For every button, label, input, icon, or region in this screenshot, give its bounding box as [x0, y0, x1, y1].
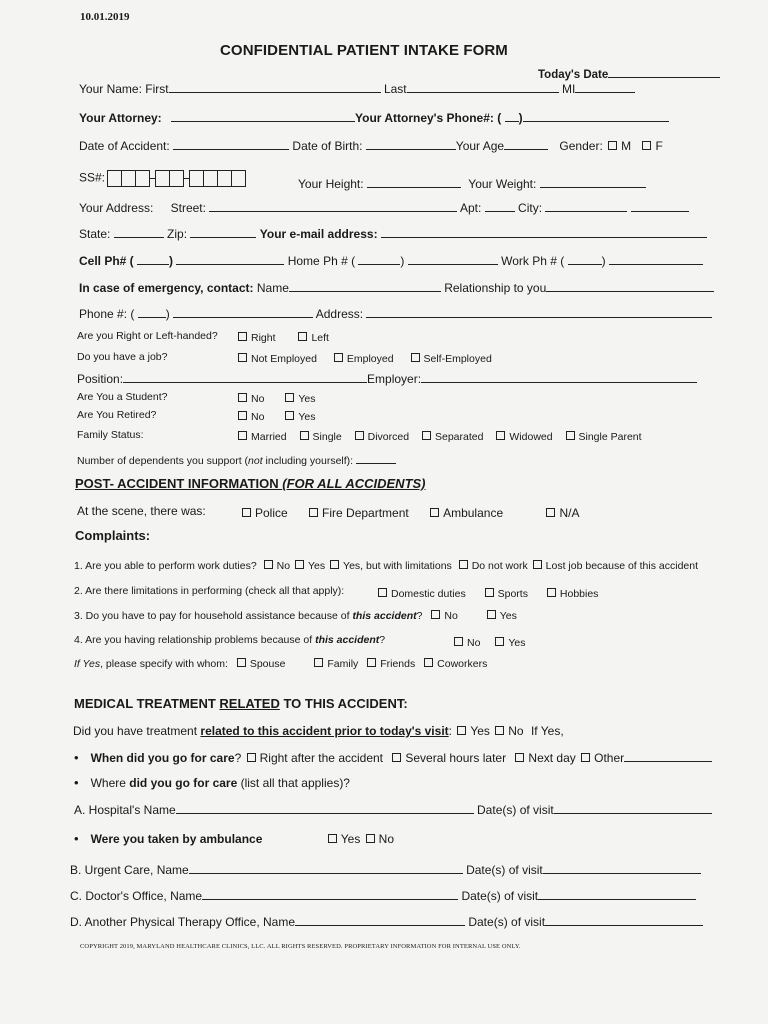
q3-emphasis: this accident — [352, 610, 417, 622]
gender-label: Gender: — [559, 139, 603, 153]
student-question: Are You a Student? — [77, 391, 168, 403]
prior-yes-label: Yes — [470, 724, 490, 738]
student-options — [236, 392, 316, 406]
q1-lost-label: Lost job because of this accident — [545, 560, 699, 572]
fire-dept-checkbox[interactable] — [309, 508, 318, 517]
gender-m-checkbox[interactable] — [608, 141, 617, 150]
cell-close: ) — [169, 254, 174, 268]
prior-colon: : — [448, 724, 452, 738]
ambulance-label: Ambulance — [443, 506, 504, 520]
q1-no-label: No — [276, 560, 291, 572]
medical-heading-a: MEDICAL TREATMENT — [74, 696, 220, 711]
work-field[interactable] — [609, 253, 703, 265]
sports-checkbox[interactable] — [485, 588, 494, 597]
where-row — [74, 776, 350, 790]
ss-boxes[interactable] — [108, 171, 246, 185]
coworkers-label: Coworkers — [437, 658, 488, 670]
self-employed-checkbox[interactable] — [411, 353, 420, 362]
single-parent-checkbox[interactable] — [566, 431, 575, 440]
left-handed-checkbox[interactable] — [298, 332, 307, 341]
attorney-phone-field[interactable] — [523, 110, 669, 122]
form-title: CONFIDENTIAL PATIENT INTAKE FORM — [220, 42, 508, 59]
home-close: ) — [400, 254, 405, 268]
other-label: Other — [594, 751, 625, 765]
emergency-area-field[interactable] — [138, 306, 166, 318]
age-label: Your Age — [455, 139, 505, 153]
dependents-label-end: including yourself): — [262, 455, 354, 467]
q1-notwork-label: Do not work — [471, 560, 528, 572]
doctor-dates-label: Date(s) of visit — [461, 889, 539, 903]
job-question: Do you have a job? — [77, 351, 168, 363]
where-b: did you go for care — [129, 776, 238, 790]
doctor-label: C. Doctor's Office, Name — [70, 889, 203, 903]
emergency-phone-row — [79, 306, 712, 321]
divorced-checkbox[interactable] — [355, 431, 364, 440]
accident-date-label: Date of Accident: — [79, 139, 170, 153]
other-field[interactable] — [624, 750, 712, 762]
apt-field[interactable] — [485, 200, 515, 212]
q1-limit-checkbox[interactable] — [330, 560, 339, 569]
doctor-row — [70, 888, 696, 903]
attorney-label: Your Attorney: — [79, 111, 162, 125]
na-checkbox[interactable] — [546, 508, 555, 517]
family-label: Family — [327, 658, 359, 670]
ambulance-question: Were you taken by ambulance — [90, 832, 263, 846]
q4-options — [452, 636, 526, 650]
copyright: COPYRIGHT 2019, MARYLAND HEALTHCARE CLINICS, LLC. ALL RIGHTS RESERVED. PROPRIETARY INFORMATION FOR INTERNAL USE ONLY. — [80, 943, 521, 950]
zip-field[interactable] — [190, 226, 256, 238]
hospital-row — [74, 802, 712, 817]
urgent-field[interactable] — [189, 862, 463, 874]
bullet-icon: • — [74, 831, 79, 846]
attorney-phone-label: Your Attorney's Phone#: ( — [355, 111, 502, 125]
right-handed-checkbox[interactable] — [238, 332, 247, 341]
last-name-field[interactable] — [407, 81, 559, 93]
q4-end: ? — [379, 634, 386, 646]
prior-yes-checkbox[interactable] — [457, 726, 466, 735]
q1-notwork-checkbox[interactable] — [459, 560, 468, 569]
right-handed-label: Right — [251, 332, 276, 344]
separated-label: Separated — [435, 431, 484, 443]
name-row — [79, 81, 635, 96]
q4-no-checkbox[interactable] — [454, 637, 463, 646]
employed-checkbox[interactable] — [334, 353, 343, 362]
medical-heading-related: RELATED — [219, 696, 280, 711]
urgent-row — [70, 862, 701, 877]
single-label: Single — [312, 431, 342, 443]
mi-field[interactable] — [575, 81, 635, 93]
job-options — [236, 352, 492, 366]
student-yes-label: Yes — [298, 393, 316, 405]
several-hours-checkbox[interactable] — [392, 753, 401, 762]
student-no-checkbox[interactable] — [238, 393, 247, 402]
emergency-phone-field[interactable] — [173, 306, 313, 318]
prior-text: Did you have treatment — [73, 724, 201, 738]
cell-area-field[interactable] — [137, 253, 169, 265]
q3-no-checkbox[interactable] — [431, 610, 440, 619]
email-label: Your e-mail address: — [259, 227, 378, 241]
height-weight-row — [298, 176, 646, 191]
q4-text: 4. Are you having relationship problems because of — [74, 634, 316, 646]
emergency-row — [79, 280, 714, 295]
separated-checkbox[interactable] — [422, 431, 431, 440]
bullet-icon: • — [74, 775, 79, 790]
divorced-label: Divorced — [367, 431, 410, 443]
retired-yes-label: Yes — [298, 411, 316, 423]
urgent-label: B. Urgent Care, Name — [70, 863, 189, 877]
student-yes-checkbox[interactable] — [285, 393, 294, 402]
home-area-field[interactable] — [358, 253, 400, 265]
employer-label: Employer: — [367, 372, 422, 386]
friends-label: Friends — [380, 658, 416, 670]
street-label: Street: — [170, 201, 206, 215]
several-hours-label: Several hours later — [405, 751, 507, 765]
gender-f-checkbox[interactable] — [642, 141, 651, 150]
attorney-area-code-field[interactable] — [505, 110, 519, 122]
home-field[interactable] — [408, 253, 498, 265]
work-close: ) — [601, 254, 606, 268]
na-label: N/A — [559, 506, 580, 520]
form-date: 10.01.2019 — [80, 11, 130, 23]
todays-date-row — [538, 66, 720, 82]
q4-yes-checkbox[interactable] — [495, 637, 504, 646]
ambulance-yes-checkbox[interactable] — [328, 834, 337, 843]
retired-options — [236, 410, 316, 424]
zip-label: Zip: — [167, 227, 188, 241]
not-employed-checkbox[interactable] — [238, 353, 247, 362]
q3-row — [74, 609, 517, 623]
relationship-field[interactable] — [546, 280, 714, 292]
emergency-address-field[interactable] — [366, 306, 712, 318]
hospital-label: A. Hospital's Name — [74, 803, 176, 817]
bullet-icon: • — [74, 750, 79, 765]
student-no-label: No — [251, 393, 265, 405]
emergency-name-field[interactable] — [289, 280, 441, 292]
retired-question: Are You Retired? — [77, 409, 157, 421]
emergency-label: In case of emergency, contact: — [79, 281, 254, 295]
pt-dates-label: Date(s) of visit — [468, 915, 546, 929]
post-accident-heading-text: POST- ACCIDENT INFORMATION — [75, 476, 283, 491]
relationship-label: Relationship to you — [444, 281, 547, 295]
next-day-checkbox[interactable] — [515, 753, 524, 762]
specify-if-yes: If Yes — [74, 658, 101, 670]
sports-label: Sports — [497, 588, 528, 600]
q3-end: ? — [416, 610, 423, 622]
gender-f-label: F — [655, 139, 663, 153]
position-row — [77, 371, 697, 386]
q2-options — [376, 587, 598, 601]
position-label: Position: — [77, 372, 124, 386]
hobbies-checkbox[interactable] — [547, 588, 556, 597]
ambulance-yes-label: Yes — [340, 832, 361, 846]
prior-no-label: No — [508, 724, 524, 738]
doctor-field[interactable] — [202, 888, 458, 900]
q3-no-label: No — [444, 610, 458, 622]
medical-heading — [74, 697, 408, 711]
emergency-address-label: Address: — [315, 307, 364, 321]
family-checkbox[interactable] — [314, 658, 323, 667]
first-name-label: Your Name: First — [79, 82, 169, 96]
scene-label: At the scene, there was: — [77, 504, 206, 518]
q1-yes-label: Yes — [307, 560, 326, 572]
address-label: Your Address: — [79, 201, 154, 215]
urgent-dates-label: Date(s) of visit — [466, 863, 543, 877]
widowed-label: Widowed — [509, 431, 553, 443]
q1-no-checkbox[interactable] — [264, 560, 273, 569]
family-status-options — [236, 430, 642, 444]
complaints-heading: Complaints: — [75, 528, 151, 543]
where-c: (list all that applies)? — [237, 776, 350, 790]
dob-field[interactable] — [366, 138, 456, 150]
q4-row — [74, 633, 385, 647]
city-field-2[interactable] — [631, 200, 689, 212]
coworkers-checkbox[interactable] — [424, 658, 433, 667]
q4-no-label: No — [467, 637, 481, 649]
state-field[interactable] — [114, 226, 164, 238]
weight-label: Your Weight: — [468, 177, 537, 191]
prior-no-checkbox[interactable] — [495, 726, 504, 735]
work-label: Work Ph # ( — [501, 254, 565, 268]
state-row — [79, 226, 707, 241]
accident-date-field[interactable] — [173, 138, 289, 150]
pt-field[interactable] — [295, 914, 465, 926]
single-checkbox[interactable] — [300, 431, 309, 440]
cell-field[interactable] — [176, 253, 284, 265]
spouse-label: Spouse — [249, 658, 286, 670]
gender-m-label: M — [621, 139, 632, 153]
retired-no-label: No — [251, 411, 265, 423]
widowed-checkbox[interactable] — [496, 431, 505, 440]
prior-if-yes: If Yes, — [530, 724, 564, 738]
position-field[interactable] — [123, 371, 367, 383]
handed-question: Are you Right or Left-handed? — [77, 330, 218, 342]
dependents-label: Number of dependents you support ( — [77, 455, 249, 467]
employer-field[interactable] — [421, 371, 697, 383]
city-field[interactable] — [545, 200, 627, 212]
q1-text: 1. Are you able to perform work duties? — [74, 560, 257, 572]
domestic-checkbox[interactable] — [378, 588, 387, 597]
family-status-label: Family Status: — [77, 429, 144, 441]
q3-yes-checkbox[interactable] — [487, 610, 496, 619]
fire-dept-label: Fire Department — [322, 506, 409, 520]
ss-row — [79, 170, 246, 187]
hospital-field[interactable] — [176, 802, 474, 814]
urgent-dates-field[interactable] — [543, 862, 701, 874]
when-q: ? — [234, 751, 242, 765]
dependents-not: not — [248, 455, 263, 467]
cell-label: Cell Ph# ( — [79, 254, 134, 268]
medical-heading-c: TO THIS ACCIDENT: — [279, 696, 408, 711]
ss-label: SS#: — [79, 170, 106, 185]
dates-row — [79, 138, 663, 153]
pt-dates-field[interactable] — [545, 914, 703, 926]
dependents-row — [77, 452, 396, 468]
q1-limit-label: Yes, but with limitations — [343, 560, 452, 572]
when-label: When did you go for care — [90, 751, 235, 765]
married-label: Married — [251, 431, 287, 443]
q1-lost-checkbox[interactable] — [533, 560, 542, 569]
ambulance-checkbox[interactable] — [430, 508, 439, 517]
q4-yes-label: Yes — [508, 637, 526, 649]
height-field[interactable] — [367, 176, 461, 188]
work-area-field[interactable] — [568, 253, 602, 265]
attorney-field[interactable] — [171, 110, 355, 122]
right-after-label: Right after the accident — [259, 751, 384, 765]
ambulance-row — [74, 832, 394, 846]
attorney-row — [79, 110, 669, 125]
pt-row — [70, 914, 703, 929]
left-handed-label: Left — [311, 332, 329, 344]
attorney-phone-close: ) — [518, 111, 523, 125]
prior-emphasis: related to this accident prior to today's visit — [200, 724, 449, 738]
hospital-dates-label: Date(s) of visit — [477, 803, 554, 817]
last-name-label: Last — [383, 82, 407, 96]
mi-label: MI — [561, 82, 576, 96]
friends-checkbox[interactable] — [367, 658, 376, 667]
specify-text: , please specify with whom: — [100, 658, 228, 670]
q3-text: 3. Do you have to pay for household assistance because of — [74, 610, 353, 622]
married-checkbox[interactable] — [238, 431, 247, 440]
q3-yes-label: Yes — [499, 610, 517, 622]
city-label: City: — [518, 201, 543, 215]
post-accident-heading-italic: (FOR ALL ACCIDENTS) — [282, 476, 426, 491]
phones-row — [79, 253, 703, 268]
email-field[interactable] — [381, 226, 707, 238]
todays-date-label: Today's Date — [538, 69, 609, 81]
first-name-field[interactable] — [169, 81, 381, 93]
not-employed-label: Not Employed — [251, 353, 317, 365]
q4-emphasis: this accident — [315, 634, 380, 646]
police-checkbox[interactable] — [242, 508, 251, 517]
spouse-checkbox[interactable] — [237, 658, 246, 667]
employed-label: Employed — [346, 353, 394, 365]
hospital-dates-field[interactable] — [554, 802, 712, 814]
scene-options — [240, 506, 579, 520]
police-label: Police — [255, 506, 288, 520]
handed-options — [236, 331, 329, 345]
age-field[interactable] — [504, 138, 548, 150]
apt-label: Apt: — [460, 201, 482, 215]
home-label: Home Ph # ( — [287, 254, 356, 268]
other-checkbox[interactable] — [581, 753, 590, 762]
weight-field[interactable] — [540, 176, 646, 188]
emergency-phone-close: ) — [165, 307, 170, 321]
retired-yes-checkbox[interactable] — [285, 411, 294, 420]
doctor-dates-field[interactable] — [538, 888, 696, 900]
height-label: Your Height: — [298, 177, 364, 191]
dependents-field[interactable] — [356, 452, 396, 464]
retired-no-checkbox[interactable] — [238, 411, 247, 420]
q2-text: 2. Are there limitations in performing (check all that apply): — [74, 585, 345, 597]
single-parent-label: Single Parent — [578, 431, 642, 443]
self-employed-label: Self-Employed — [423, 353, 492, 365]
todays-date-field[interactable] — [608, 66, 720, 78]
next-day-label: Next day — [528, 751, 576, 765]
pt-label: D. Another Physical Therapy Office, Name — [70, 915, 295, 929]
ambulance-no-label: No — [378, 832, 395, 846]
domestic-label: Domestic duties — [391, 588, 466, 600]
post-accident-heading — [75, 477, 426, 491]
when-row — [74, 750, 712, 765]
hobbies-label: Hobbies — [559, 588, 599, 600]
right-after-checkbox[interactable] — [247, 753, 256, 762]
prior-treatment-row — [73, 724, 564, 738]
where-a: Where — [90, 776, 130, 790]
street-field[interactable] — [209, 200, 457, 212]
ambulance-no-checkbox[interactable] — [366, 834, 375, 843]
dob-label: Date of Birth: — [292, 139, 363, 153]
q1-row — [74, 559, 698, 573]
q1-yes-checkbox[interactable] — [295, 560, 304, 569]
address-row — [79, 200, 689, 215]
specify-row — [74, 657, 487, 671]
emergency-phone-label: Phone #: ( — [79, 307, 135, 321]
state-label: State: — [79, 227, 111, 241]
emergency-name-label: Name — [256, 281, 289, 295]
